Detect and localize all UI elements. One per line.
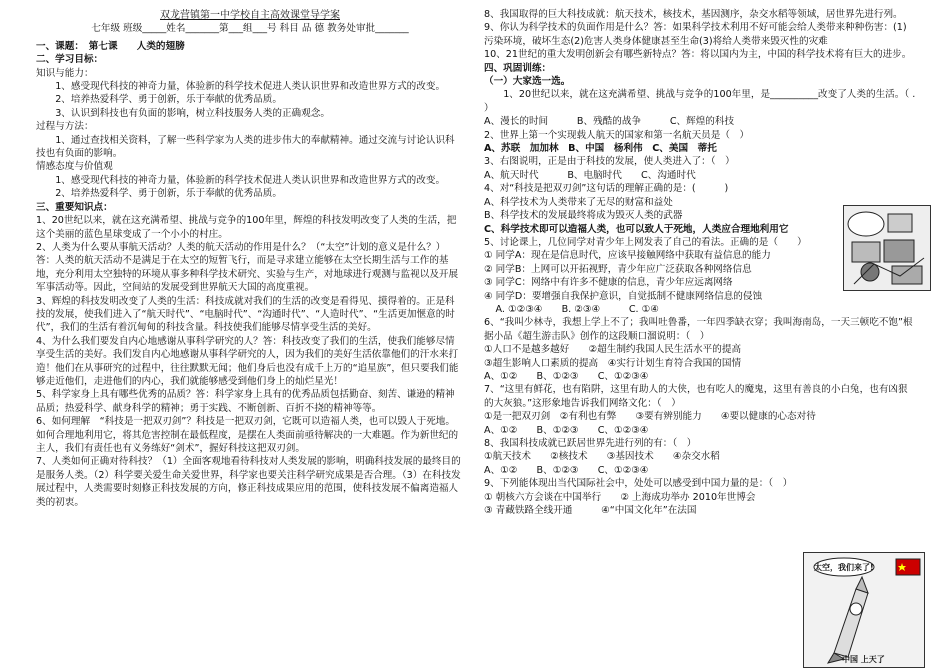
process-item: 1、通过查找相关资料，了解一些科学家为人类的进步伟大的奉献精神。通过交流与讨论认识科技也有负面的影响。 — [36, 134, 455, 160]
question-8-options: A、①② B、①②③ C、①②③④ — [484, 464, 649, 476]
emotion-item: 1、感受现代科技的神奇力量，体验新的科学技术促进人类认识世界和改造世界方式的改变。 — [55, 174, 446, 186]
key-point-3: 3、辉煌的科技发明改变了人类的生活：科技成就对我们的生活的改变是看得见、摸得着的。正是科技的发展，使我们进入了“航天时代”、“电脑时代”、“沟通时代”、“人造时代”、“生活更加惬意的时代”，我们的生活有着沉甸甸的科技含量。科技使我们能够尽情享受生活的美好。 — [36, 295, 455, 334]
ability-item: 2、培养热爱科学、勇于创新，乐于奉献的优秀品质。 — [55, 94, 282, 106]
question-5: 5、讨论课上，几位同学对青少年上网发表了自己的看法。正确的是（ ） — [484, 236, 807, 248]
question-6-statement: ③超生影响人口素质的提高 ④实行计划生育符合我国的国情 — [484, 357, 742, 369]
question-3-options: A、航天时代 B、电脑时代 C、沟通时代 — [484, 169, 696, 181]
sheet-title: 双龙营镇第一中学校自主高效课堂导学案 — [160, 10, 340, 21]
question-5-statement: ② 同学B：上网可以开拓视野，青少年应广泛获取各种网络信息 — [484, 263, 752, 275]
question-2-options: A、苏联 加加林 B、中国 杨利伟 C、美国 蒂托 — [484, 143, 717, 155]
question-6: 6、“我叫少林寺，我想上学上不了；我叫吐鲁番，一年四季缺衣穿；我叫海南岛，一天三顿吃不饱”根据小品《超生游击队》创作的这段顺口溜说明：（ ） — [484, 317, 913, 342]
question-5-statement: ③ 同学C：网络中有许多不健康的信息，青少年应远离网络 — [484, 277, 733, 289]
emotion-heading: 情感态度与价值观 — [36, 161, 113, 173]
key-point-7: 7、人类如何正确对待科技？（1）全面客观地看待科技对人类发展的影响，明确科技发展的最终目的是服务人类。（2）科学要关爱生命关爱世界，科学家也要关注科学研究成果是否合理。（3）在科技发展过程中，人类需要时刻修正科技发展的方向，修正科技成果应用的范围，使科技发展不偏离造福人类的初衷。 — [36, 456, 461, 508]
question-5-options: A. ①②③④ B. ②③④ C. ①④ — [495, 303, 659, 315]
question-7: 7、“这里有鲜花，也有陷阱，这里有助人的大侠，也有吃人的魔鬼，这里有善良的小白兔，也有凶狠的大灰狼。”这形象地告诉我们网络文化：（ ） — [484, 384, 908, 409]
key-point-9: 9、你认为科学技术的负面作用是什么？答：如果科学技术利用不好可能会给人类带来种种伤害：(1)污染环境，破坏生态(2)危害人类身体健康甚至生命(3)将给人类带来毁灭性的灾难 — [484, 22, 907, 47]
question-5-statement: ④ 同学D：要增强自我保护意识，自觉抵制不健康网络信息的侵蚀 — [484, 290, 763, 302]
key-point-2: 2、人类为什么要从事航天活动？人类的航天活动的作用是什么？（“太空”计划的意义是什么？）答：人类的航天活动不是满足于在太空的短暂飞行，而是寻求建立能够在太空长期生活与工作的基地，充分利用太空独特的环境从事多种科学技术研究、实验与生产，对地球进行观测与监视以及开展军事活动等。因此，空间站的发展受到世界航天大国的高度重视。 — [36, 241, 459, 294]
choice-heading: （一）大家选一选。 — [484, 76, 571, 88]
question-2: 2、世界上第一个实现载人航天的国家和第一名航天员是（ ） — [484, 129, 750, 141]
left-column — [36, 0, 464, 509]
rocket-speech-text: 太空，我们来了! — [814, 563, 874, 572]
ability-item: 1、感受现代科技的神奇力量，体验新的科学技术促进人类认识世界和改造世界方式的改变。 — [55, 81, 446, 93]
rocket-cartoon-image — [803, 552, 925, 668]
ability-heading: 知识与能力： — [36, 67, 94, 79]
cartoon-drawing — [844, 206, 930, 290]
question-6-statement: ①人口不是越多越好 ②超生制约我国人民生活水平的提高 — [484, 344, 742, 356]
emotion-item: 2、培养热爱科学、勇于创新，乐于奉献的优秀品质。 — [55, 188, 282, 200]
process-heading: 过程与方法： — [36, 121, 94, 133]
question-1: 1、20世纪以来，就在这充满希望、挑战与竞争的100年里，是__________改变了人类的生活。（ . ） — [484, 89, 916, 114]
question-7-options: A、①② B、①②③ C、①②③④ — [484, 424, 649, 436]
question-4-option-a: A、科学技术为人类带来了无尽的财富和益处 — [484, 196, 673, 208]
key-point-1: 1、20世纪以来，就在这充满希望、挑战与竞争的100年里，辉煌的科技发明改变了人类的生活，把这个美丽的蓝色星球变成了一个小小的村庄。 — [36, 215, 457, 240]
question-9-statement: ① 朝核六方会谈在中国举行 ② 上海成功举办 2010年世博会 — [484, 491, 756, 503]
rocket-caption: 中国 上天了 — [842, 655, 885, 664]
student-info-line: 七年级 班级_____姓名_______第___组___号 科目 品 德 教务处审批_______ — [91, 23, 409, 35]
key-point-5: 5、科学家身上具有哪些优秀的品质？答：科学家身上具有的优秀品质包括勤奋、刻苦、谦逊的精神品质；热爱科学、献身科学的精神；勇于实践、不断创新、百折不挠的精神等等。 — [36, 389, 455, 414]
question-7-statement: ①是一把双刃剑 ②有利也有弊 ③要有辨别能力 ④要以健康的心态对待 — [484, 411, 816, 423]
question-9: 9、下列能体现出当代国际社会中，处处可以感受到中国力量的是：（ ） — [484, 478, 793, 490]
key-point-6: 6、如何理解 “科技是一把双刃剑”？科技是一把双刃剑，它既可以造福人类，也可以毁人于死地。如何合理地利用它，将其危害控制在最低程度，是摆在人类面前亟待解决的一大难题。作为新世纪的主人，我们有责任也有义务练好“剑术”，握好科技这把双刃剑。 — [36, 416, 459, 454]
question-3: 3、右图说明，正是由于科技的发展，使人类进入了：（ ） — [484, 156, 735, 168]
question-8: 8、我国科技成就已跃居世界先进行列的有：（ ） — [484, 438, 697, 449]
communication-cartoon-image — [843, 205, 931, 291]
question-6-options: A、①② B、①②③ C、①②③④ — [484, 370, 649, 382]
question-4-option-c: C、科学技术即可以造福人类，也可以致人于死地，人类应合理地利用它 — [484, 223, 789, 235]
question-5-statement: ① 同学A：现在是信息时代，应该早接触网络中获取有益信息的能力 — [484, 250, 771, 262]
lesson-title: 一、课题： 第七课 人类的翅膀 — [36, 40, 185, 52]
goals-heading: 二、学习目标： — [36, 54, 104, 66]
key-points-heading: 三、重要知识点： — [36, 201, 113, 213]
question-9-statement: ③ 青藏铁路全线开通 ④“中国文化年”在法国 — [484, 505, 697, 517]
key-point-4: 4、为什么我们要发自内心地感谢从事科学研究的人？答：科技改变了我们的生活，使我们能够尽情享受生活的美好。我们发自内心地感谢从事科学研究的人，因为我们的美好生活依靠他们的汗水来打造！他们在从事研究的过程中，往往默默无闻；他们身后也没有成千上万的“追星族”，但只要我们能够走近他们，走进他们的内心，我们就能够感受到他们身上的灿烂星光！ — [36, 335, 459, 387]
question-1-options: A、漫长的时间 B、残酷的战争 C、辉煌的科技 — [484, 116, 735, 128]
question-4-option-b: B、科学技术的发展最终将成为毁灭人类的武器 — [484, 210, 683, 222]
practice-heading: 四、巩固训练： — [484, 62, 552, 74]
key-point-10: 10、21世纪的重大发明创新会有哪些新特点？答：将以国内为主，中国的科学技术将有巨大的进步。 — [484, 49, 912, 61]
key-point-8: 8、我国取得的巨大科技成就：航天技术，核技术，基因测序，杂交水稻等领域，居世界先进行列。 — [484, 9, 903, 20]
ability-item: 3、认识到科技也有负面的影响，树立科技服务人类的正确观念。 — [55, 107, 330, 119]
question-8-statement: ①航天技术 ②核技术 ③基因技术 ④杂交水稻 — [484, 451, 720, 463]
question-4: 4、对“科技是把双刃剑”这句话的理解正确的是：( ) — [484, 183, 729, 195]
